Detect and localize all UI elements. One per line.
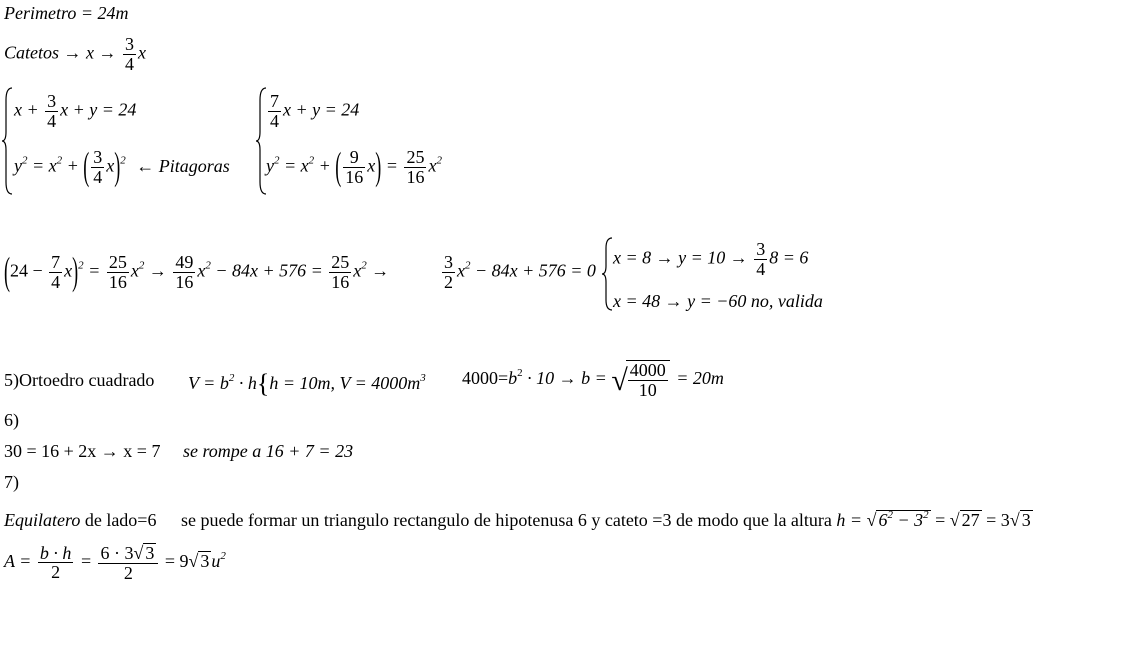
problem5-label: 5)Ortoedro cuadrado [4, 370, 155, 390]
problem6-conclusion: se rompe a 16 + 7 = 23 [182, 441, 354, 461]
quadratic-line: (24 − $\frac{7}{4}$ x)$^2$ = $\frac{25}{16}$ $x^2$ → $\frac{49}{16}$ $x^2 - 84x + 576$ = $\frac{25}{16}$ $x^2$ → [4, 248, 390, 293]
solution-1: x = 8 → y = 10 → $\frac{3}{4}$ 8 = 6 [613, 239, 809, 279]
system-brace-1 [2, 86, 14, 196]
quadratic-simplified: $\frac{3}{2}$ $x^2 - 84x + 576 = 0$ [444, 252, 596, 292]
catetos-text: Catetos → x → [4, 42, 121, 63]
system1-eq2: $y^2 = x^2$ + ( $\frac{3}{4}$ x)$^2$ ← Pitagoras [14, 143, 230, 188]
problem5-solve: $4000=b^2 \cdot 10 \to b$ = √ $\frac{4000}{10}$ = 20m [462, 360, 724, 400]
catetos-line: Catetos → x → $\frac{3}{4}$ x [4, 34, 146, 74]
problem5-volume: $V = b^2 \cdot h\{h = 10m$, $V = 4000m^3$ [188, 369, 426, 398]
solution-2: x = 48 → y = −60 no, valida [613, 291, 823, 311]
problem6-label: 6) [4, 410, 19, 430]
system1-eq1: x + $\frac{3}{4}$ x + y = 24 [14, 91, 137, 131]
problem6-equation: 30 = 16 + 2x → x = 7 [4, 441, 161, 461]
system2-eq2: $y^2 = x^2$ + ( $\frac{9}{16}$ x) = $\frac{25}{16}$ $x^2$ [266, 143, 442, 188]
perimetro-line: Perimetro = 24m [4, 3, 129, 23]
problem7-label: 7) [4, 472, 19, 492]
area-line: A = $\frac{b \cdot h}{2}$ = $\frac{6 \cdot 3√ 3}{2}$ = 9√ 3 $u^2$ [4, 542, 226, 583]
pitagoras-label: ← Pitagoras [136, 155, 230, 176]
fraction: $\frac{3}{4}$ [125, 34, 134, 74]
system2-eq1: $\frac{7}{4}$ x + y = 24 [270, 91, 360, 131]
problem7-line: Equilatero de lado=6 se puede formar un triangulo rectangulo de hipotenusa 6 y cateto =3 de modo que la altura h = √ $6^2 - 3^2$ = √ 27 = 3√ 3 [4, 509, 1031, 530]
problem6-line [4, 442, 353, 460]
